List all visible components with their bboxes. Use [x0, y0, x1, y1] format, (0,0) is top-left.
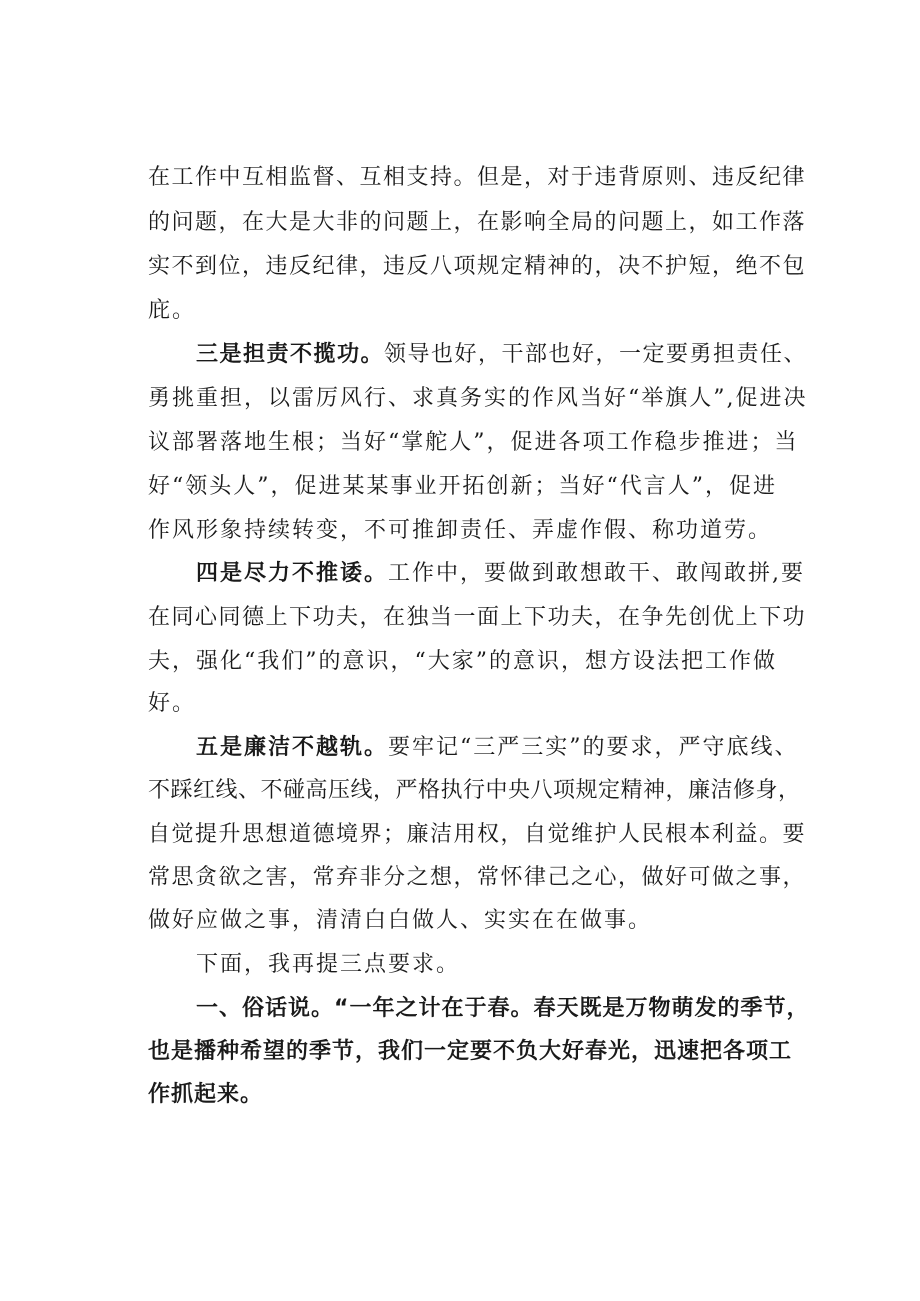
line-text: 勇挑重担，以雷厉风行、求真务实的作风当好“举旗人”,促进决: [148, 386, 808, 411]
paragraph-line: [196, 559, 805, 589]
line-text: 下面，我再提三点要求。: [196, 952, 461, 977]
line-text: 作风形象持续转变，不可推卸责任、弄虚作假、称功道劳。: [148, 518, 773, 543]
section-heading: 五是廉洁不越轨。: [196, 735, 389, 760]
line-text: 在同心同德上下功夫，在独当一面上下功夫，在争先创优上下功: [148, 605, 807, 630]
paragraph-line: [148, 1080, 263, 1110]
paragraph-line: [148, 428, 799, 458]
line-text: 常思贪欲之害，常弃非分之想，常怀律己之心，做好可做之事，: [148, 865, 807, 890]
paragraph-line: [148, 472, 777, 502]
paragraph-line: [148, 252, 806, 282]
paragraph-line: [196, 950, 460, 980]
paragraph-line: [148, 163, 806, 193]
paragraph-line: [148, 516, 772, 546]
paragraph-line: [148, 863, 806, 893]
paragraph-line: [148, 820, 806, 850]
line-text: 在工作中互相监督、互相支持。但是，对于违背原则、违反纪律: [148, 165, 807, 190]
line-text: 议部署落地生根；当好“掌舵人”，促进各项工作稳步推进；当: [148, 430, 799, 455]
paragraph-line: [148, 647, 777, 677]
line-text: 作抓起来。: [148, 1082, 264, 1107]
line-text: 一、俗话说。“一年之计在于春。春天既是万物萌发的季节，: [196, 996, 810, 1021]
line-text: 领导也好，干部也好，一定要勇担责任、: [384, 342, 808, 367]
paragraph-line: [148, 384, 808, 414]
paragraph-line: [148, 208, 806, 238]
line-text: 自觉提升思想道德境界；廉洁用权，自觉维护人民根本利益。要: [148, 822, 807, 847]
line-text: 的问题，在大是大非的问题上，在影响全局的问题上，如工作落: [148, 210, 807, 235]
section-heading: 四是尽力不推诿。: [196, 561, 389, 586]
line-text: 工作中，要做到敢想敢干、敢闯敢拼,要: [388, 561, 806, 586]
paragraph-line: [148, 1037, 792, 1067]
line-text: 不踩红线、不碰高压线，严格执行中央八项规定精神，廉洁修身，: [148, 778, 801, 803]
paragraph-line: [148, 776, 801, 806]
line-text: 夫，强化“我们”的意识，“大家”的意识，想方设法把工作做: [148, 649, 777, 674]
paragraph-line: [148, 906, 652, 936]
line-text: 庇。: [148, 298, 197, 323]
line-text: 好。: [148, 691, 197, 716]
line-text: 好“领头人”，促进某某事业开拓创新；当好“代言人”，促进: [148, 474, 777, 499]
line-text: 做好应做之事，清清白白做人、实实在在做事。: [148, 908, 653, 933]
paragraph-line: [196, 733, 799, 763]
section-heading: 三是担责不揽功。: [196, 342, 385, 367]
paragraph-line: [148, 296, 196, 326]
paragraph-line: [196, 340, 807, 370]
paragraph-line: [148, 689, 196, 719]
paragraph-line: [148, 603, 806, 633]
paragraph-line: [196, 994, 809, 1024]
line-text: 要牢记“三严三实”的要求，严守底线、: [388, 735, 799, 760]
line-text: 实不到位，违反纪律，违反八项规定精神的，决不护短，绝不包: [148, 254, 807, 279]
line-text: 也是播种希望的季节，我们一定要不负大好春光，迅速把各项工: [148, 1039, 793, 1064]
